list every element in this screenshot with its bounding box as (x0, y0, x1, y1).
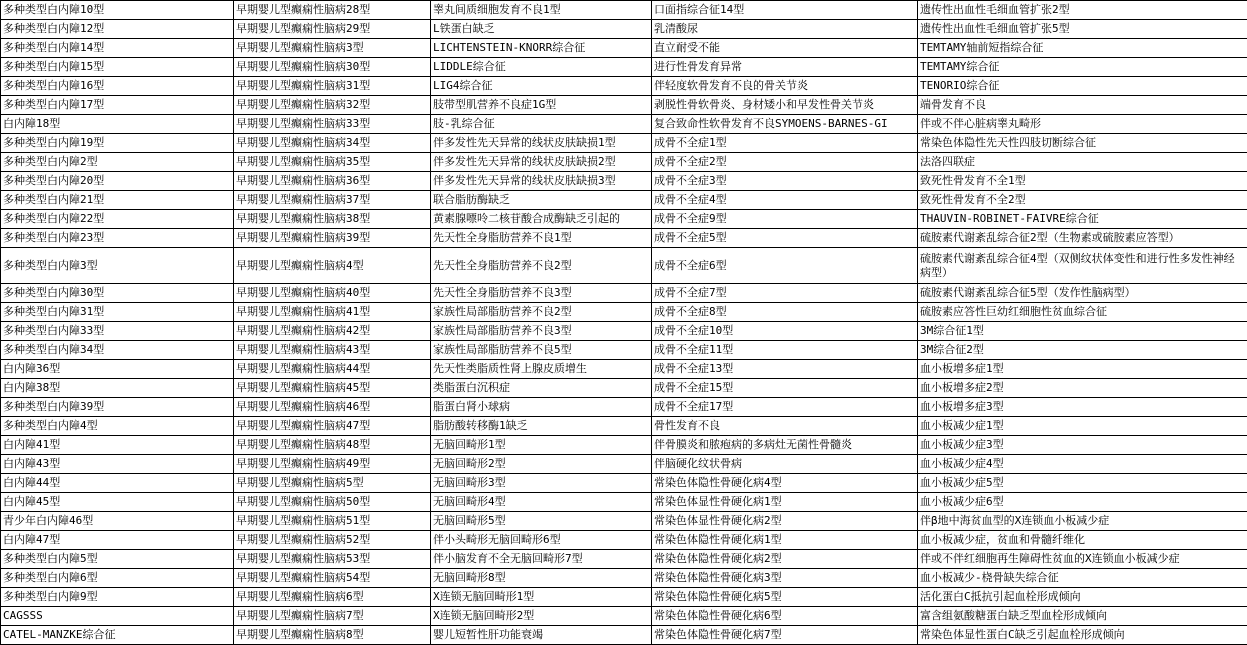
table-cell: 多种类型白内障9型 (1, 588, 234, 607)
table-row (1, 172, 1247, 191)
table-cell: 多种类型白内障21型 (1, 191, 234, 210)
table-row (1, 436, 1247, 455)
table-cell: 早期婴儿型癫痫性脑病53型 (234, 550, 431, 569)
table-cell: 多种类型白内障15型 (1, 58, 234, 77)
table-row (1, 379, 1247, 398)
table-cell: 遗传性出血性毛细血管扩张2型 (918, 1, 1247, 20)
table-row (1, 248, 1247, 284)
table-cell: 早期婴儿型癫痫性脑病34型 (234, 134, 431, 153)
table-cell: 常染色体隐性骨硬化病6型 (652, 607, 918, 626)
table-cell: 伴轻度软骨发育不良的骨关节炎 (652, 77, 918, 96)
table-cell: 早期婴儿型癫痫性脑病30型 (234, 58, 431, 77)
table-cell: 血小板减少症3型 (918, 436, 1247, 455)
table-cell: LICHTENSTEIN-KNORR综合征 (431, 39, 652, 58)
table-row (1, 550, 1247, 569)
table-cell: 伴小脑发育不全无脑回畸形7型 (431, 550, 652, 569)
table-cell: 早期婴儿型癫痫性脑病42型 (234, 322, 431, 341)
table-cell: 成骨不全症5型 (652, 229, 918, 248)
table-cell: 骨性发育不良 (652, 417, 918, 436)
table-cell: 伴或不伴红细胞再生障碍性贫血的X连锁血小板减少症 (918, 550, 1247, 569)
table-cell: 遗传性出血性毛细血管扩张5型 (918, 20, 1247, 39)
table-cell: 早期婴儿型癫痫性脑病43型 (234, 341, 431, 360)
table-cell: 血小板增多症3型 (918, 398, 1247, 417)
table-cell: 多种类型白内障22型 (1, 210, 234, 229)
table-cell: TENORIO综合征 (918, 77, 1247, 96)
table-cell: 早期婴儿型癫痫性脑病36型 (234, 172, 431, 191)
table-cell: 常染色体隐性骨硬化病1型 (652, 531, 918, 550)
table-cell: 先天性全身脂肪营养不良2型 (431, 248, 652, 284)
table-cell: 早期婴儿型癫痫性脑病32型 (234, 96, 431, 115)
table-cell: 血小板减少症1型 (918, 417, 1247, 436)
table-cell: 剥脱性骨软骨炎、身材矮小和早发性骨关节炎 (652, 96, 918, 115)
table-cell: 成骨不全症9型 (652, 210, 918, 229)
table-cell: 多种类型白内障20型 (1, 172, 234, 191)
table-cell: 成骨不全症3型 (652, 172, 918, 191)
table-cell: 早期婴儿型癫痫性脑病46型 (234, 398, 431, 417)
table-cell: 伴骨膜炎和脓疱病的多病灶无菌性骨髓炎 (652, 436, 918, 455)
table-cell: 血小板减少症6型 (918, 493, 1247, 512)
table-row (1, 153, 1247, 172)
table-cell: 多种类型白内障14型 (1, 39, 234, 58)
table-cell: 白内障36型 (1, 360, 234, 379)
table-cell: 常染色体隐性骨硬化病2型 (652, 550, 918, 569)
table-cell: 伴多发性先天异常的线状皮肤缺损3型 (431, 172, 652, 191)
table-cell: 血小板减少症，贫血和骨髓纤维化 (918, 531, 1247, 550)
table-cell: 早期婴儿型癫痫性脑病44型 (234, 360, 431, 379)
table-cell: 联合脂肪酶缺乏 (431, 191, 652, 210)
table-cell: 常染色体隐性骨硬化病4型 (652, 474, 918, 493)
table-row (1, 77, 1247, 96)
table-cell: 早期婴儿型癫痫性脑病52型 (234, 531, 431, 550)
table-cell: 先天性全身脂肪营养不良3型 (431, 284, 652, 303)
table-cell: 早期婴儿型癫痫性脑病41型 (234, 303, 431, 322)
table-cell: 早期婴儿型癫痫性脑病37型 (234, 191, 431, 210)
table-cell: 常染色体显性蛋白C缺乏引起血栓形成倾向 (918, 626, 1247, 645)
table-cell: 早期婴儿型癫痫性脑病4型 (234, 248, 431, 284)
table-cell: 早期婴儿型癫痫性脑病54型 (234, 569, 431, 588)
table-cell: 成骨不全症1型 (652, 134, 918, 153)
table-cell: 多种类型白内障31型 (1, 303, 234, 322)
table-cell: 进行性骨发育异常 (652, 58, 918, 77)
table-cell: 血小板减少-桡骨缺失综合征 (918, 569, 1247, 588)
table-cell: 血小板减少症4型 (918, 455, 1247, 474)
table-cell: 硫胺素代谢紊乱综合征4型（双侧纹状体变性和进行性多发性神经病型） (918, 248, 1247, 284)
table-cell: 常染色体隐性骨硬化病5型 (652, 588, 918, 607)
table-cell: 早期婴儿型癫痫性脑病31型 (234, 77, 431, 96)
table-row (1, 417, 1247, 436)
table-cell: 多种类型白内障19型 (1, 134, 234, 153)
table-cell: 伴或不伴心脏病睾丸畸形 (918, 115, 1247, 134)
table-cell: 早期婴儿型癫痫性脑病45型 (234, 379, 431, 398)
table-cell: 多种类型白内障30型 (1, 284, 234, 303)
table-cell: 3M综合征1型 (918, 322, 1247, 341)
table-cell: X连锁无脑回畸形1型 (431, 588, 652, 607)
table-cell: 致死性骨发育不全2型 (918, 191, 1247, 210)
table-cell: 无脑回畸形2型 (431, 455, 652, 474)
table-cell: 3M综合征2型 (918, 341, 1247, 360)
table-cell: 常染色体显性骨硬化病2型 (652, 512, 918, 531)
table-cell: 成骨不全症11型 (652, 341, 918, 360)
table-row (1, 58, 1247, 77)
table-row (1, 341, 1247, 360)
table-cell: 无脑回畸形4型 (431, 493, 652, 512)
table-cell: 早期婴儿型癫痫性脑病49型 (234, 455, 431, 474)
table-cell: 无脑回畸形3型 (431, 474, 652, 493)
table-cell: 早期婴儿型癫痫性脑病33型 (234, 115, 431, 134)
table-cell: 早期婴儿型癫痫性脑病3型 (234, 39, 431, 58)
table-cell: 成骨不全症17型 (652, 398, 918, 417)
table-row (1, 96, 1247, 115)
table-row (1, 512, 1247, 531)
table-cell: 早期婴儿型癫痫性脑病47型 (234, 417, 431, 436)
table-cell: 白内障45型 (1, 493, 234, 512)
table-cell: 早期婴儿型癫痫性脑病7型 (234, 607, 431, 626)
table-cell: CATEL-MANZKE综合征 (1, 626, 234, 645)
table-cell: 早期婴儿型癫痫性脑病6型 (234, 588, 431, 607)
table-cell: LIG4综合征 (431, 77, 652, 96)
table-cell: 类脂蛋白沉积症 (431, 379, 652, 398)
table-row (1, 39, 1247, 58)
table-cell: 多种类型白内障3型 (1, 248, 234, 284)
table-cell: 家族性局部脂肪营养不良3型 (431, 322, 652, 341)
table-cell: 白内障44型 (1, 474, 234, 493)
table-cell: 黄素腺嘌呤二核苷酸合成酶缺乏引起的 (431, 210, 652, 229)
table-row (1, 303, 1247, 322)
table-row (1, 1, 1247, 20)
table-cell: 常染色体隐性先天性四肢切断综合征 (918, 134, 1247, 153)
table-cell: 早期婴儿型癫痫性脑病35型 (234, 153, 431, 172)
table-cell: 活化蛋白C抵抗引起血栓形成倾向 (918, 588, 1247, 607)
table-cell: LIDDLE综合征 (431, 58, 652, 77)
table-cell: 多种类型白内障16型 (1, 77, 234, 96)
table-cell: X连锁无脑回畸形2型 (431, 607, 652, 626)
table-cell: 早期婴儿型癫痫性脑病50型 (234, 493, 431, 512)
table-cell: 无脑回畸形5型 (431, 512, 652, 531)
table-cell: TEMTAMY轴前短指综合征 (918, 39, 1247, 58)
table-cell: 先天性全身脂肪营养不良1型 (431, 229, 652, 248)
table-cell: 肢带型肌营养不良症1G型 (431, 96, 652, 115)
table-cell: 伴多发性先天异常的线状皮肤缺损2型 (431, 153, 652, 172)
table-cell: 直立耐受不能 (652, 39, 918, 58)
table-cell: 法洛四联症 (918, 153, 1247, 172)
table-cell: 血小板增多症2型 (918, 379, 1247, 398)
table-row (1, 569, 1247, 588)
table-row (1, 322, 1247, 341)
table-row (1, 398, 1247, 417)
table-cell: 伴β地中海贫血型的X连锁血小板减少症 (918, 512, 1247, 531)
table-row (1, 607, 1247, 626)
table-body (1, 1, 1247, 645)
table-cell: 伴多发性先天异常的线状皮肤缺损1型 (431, 134, 652, 153)
table-cell: 常染色体隐性骨硬化病3型 (652, 569, 918, 588)
table-cell: 睾丸间质细胞发育不良1型 (431, 1, 652, 20)
table-cell: 血小板减少症5型 (918, 474, 1247, 493)
table-cell: 硫胺素代谢紊乱综合征5型（发作性脑病型） (918, 284, 1247, 303)
table-cell: 早期婴儿型癫痫性脑病40型 (234, 284, 431, 303)
table-row (1, 493, 1247, 512)
table-cell: 成骨不全症2型 (652, 153, 918, 172)
table-cell: 早期婴儿型癫痫性脑病51型 (234, 512, 431, 531)
table-row (1, 210, 1247, 229)
table-cell: 早期婴儿型癫痫性脑病39型 (234, 229, 431, 248)
table-cell: 口面指综合征14型 (652, 1, 918, 20)
table-cell: 肢-乳综合征 (431, 115, 652, 134)
table-cell: 婴儿短暂性肝功能衰竭 (431, 626, 652, 645)
table-cell: 青少年白内障46型 (1, 512, 234, 531)
table-cell: 成骨不全症15型 (652, 379, 918, 398)
table-cell: 无脑回畸形1型 (431, 436, 652, 455)
table-row (1, 455, 1247, 474)
table-cell: 成骨不全症7型 (652, 284, 918, 303)
table-row (1, 134, 1247, 153)
table-cell: 早期婴儿型癫痫性脑病48型 (234, 436, 431, 455)
table-cell: 成骨不全症8型 (652, 303, 918, 322)
table-row (1, 229, 1247, 248)
table-cell: 乳清酸尿 (652, 20, 918, 39)
table-cell: 早期婴儿型癫痫性脑病8型 (234, 626, 431, 645)
table-cell: 多种类型白内障4型 (1, 417, 234, 436)
table-cell: TEMTAMY综合征 (918, 58, 1247, 77)
table-cell: 端骨发育不良 (918, 96, 1247, 115)
table-cell: 白内障47型 (1, 531, 234, 550)
table-cell: 硫胺素代谢紊乱综合征2型（生物素或硫胺素应答型） (918, 229, 1247, 248)
table-cell: 无脑回畸形8型 (431, 569, 652, 588)
table-row (1, 474, 1247, 493)
table-cell: 早期婴儿型癫痫性脑病29型 (234, 20, 431, 39)
table-row (1, 588, 1247, 607)
table-cell: 多种类型白内障2型 (1, 153, 234, 172)
table-cell: 白内障38型 (1, 379, 234, 398)
table-cell: 常染色体显性骨硬化病1型 (652, 493, 918, 512)
table-cell: 早期婴儿型癫痫性脑病5型 (234, 474, 431, 493)
table-row (1, 191, 1247, 210)
table-cell: 伴小头畸形无脑回畸形6型 (431, 531, 652, 550)
table-cell: 成骨不全症6型 (652, 248, 918, 284)
table-cell: 多种类型白内障10型 (1, 1, 234, 20)
table-cell: 多种类型白内障23型 (1, 229, 234, 248)
table-cell: CAGSSS (1, 607, 234, 626)
table-row (1, 115, 1247, 134)
table-row (1, 20, 1247, 39)
table-cell: 早期婴儿型癫痫性脑病38型 (234, 210, 431, 229)
table-cell: 脂肪酸转移酶1缺乏 (431, 417, 652, 436)
table-cell: 白内障43型 (1, 455, 234, 474)
table-cell: 成骨不全症10型 (652, 322, 918, 341)
table-cell: 复合致命性软骨发育不良SYMOENS-BARNES-GI (652, 115, 918, 134)
table-cell: 多种类型白内障6型 (1, 569, 234, 588)
table-cell: 先天性类脂质性肾上腺皮质增生 (431, 360, 652, 379)
table-cell: 白内障18型 (1, 115, 234, 134)
table-row (1, 360, 1247, 379)
table-cell: 脂蛋白肾小球病 (431, 398, 652, 417)
table-cell: 白内障41型 (1, 436, 234, 455)
table-cell: 多种类型白内障34型 (1, 341, 234, 360)
table-cell: 致死性骨发育不全1型 (918, 172, 1247, 191)
table-row (1, 626, 1247, 645)
table-cell: 多种类型白内障39型 (1, 398, 234, 417)
table-cell: 硫胺素应答性巨幼红细胞性贫血综合征 (918, 303, 1247, 322)
table-cell: 成骨不全症13型 (652, 360, 918, 379)
table-cell: L铁蛋白缺乏 (431, 20, 652, 39)
table-cell: 家族性局部脂肪营养不良5型 (431, 341, 652, 360)
table-cell: 家族性局部脂肪营养不良2型 (431, 303, 652, 322)
table-cell: 早期婴儿型癫痫性脑病28型 (234, 1, 431, 20)
table-cell: 多种类型白内障12型 (1, 20, 234, 39)
table-cell: 常染色体隐性骨硬化病7型 (652, 626, 918, 645)
table-row (1, 284, 1247, 303)
table-cell: 成骨不全症4型 (652, 191, 918, 210)
table-cell: 多种类型白内障17型 (1, 96, 234, 115)
table-cell: THAUVIN-ROBINET-FAIVRE综合征 (918, 210, 1247, 229)
table-cell: 多种类型白内障5型 (1, 550, 234, 569)
table-row (1, 531, 1247, 550)
table-cell: 多种类型白内障33型 (1, 322, 234, 341)
table-cell: 血小板增多症1型 (918, 360, 1247, 379)
table-cell: 伴脑硬化纹状骨病 (652, 455, 918, 474)
table-cell: 富含组氨酸糖蛋白缺乏型血栓形成倾向 (918, 607, 1247, 626)
